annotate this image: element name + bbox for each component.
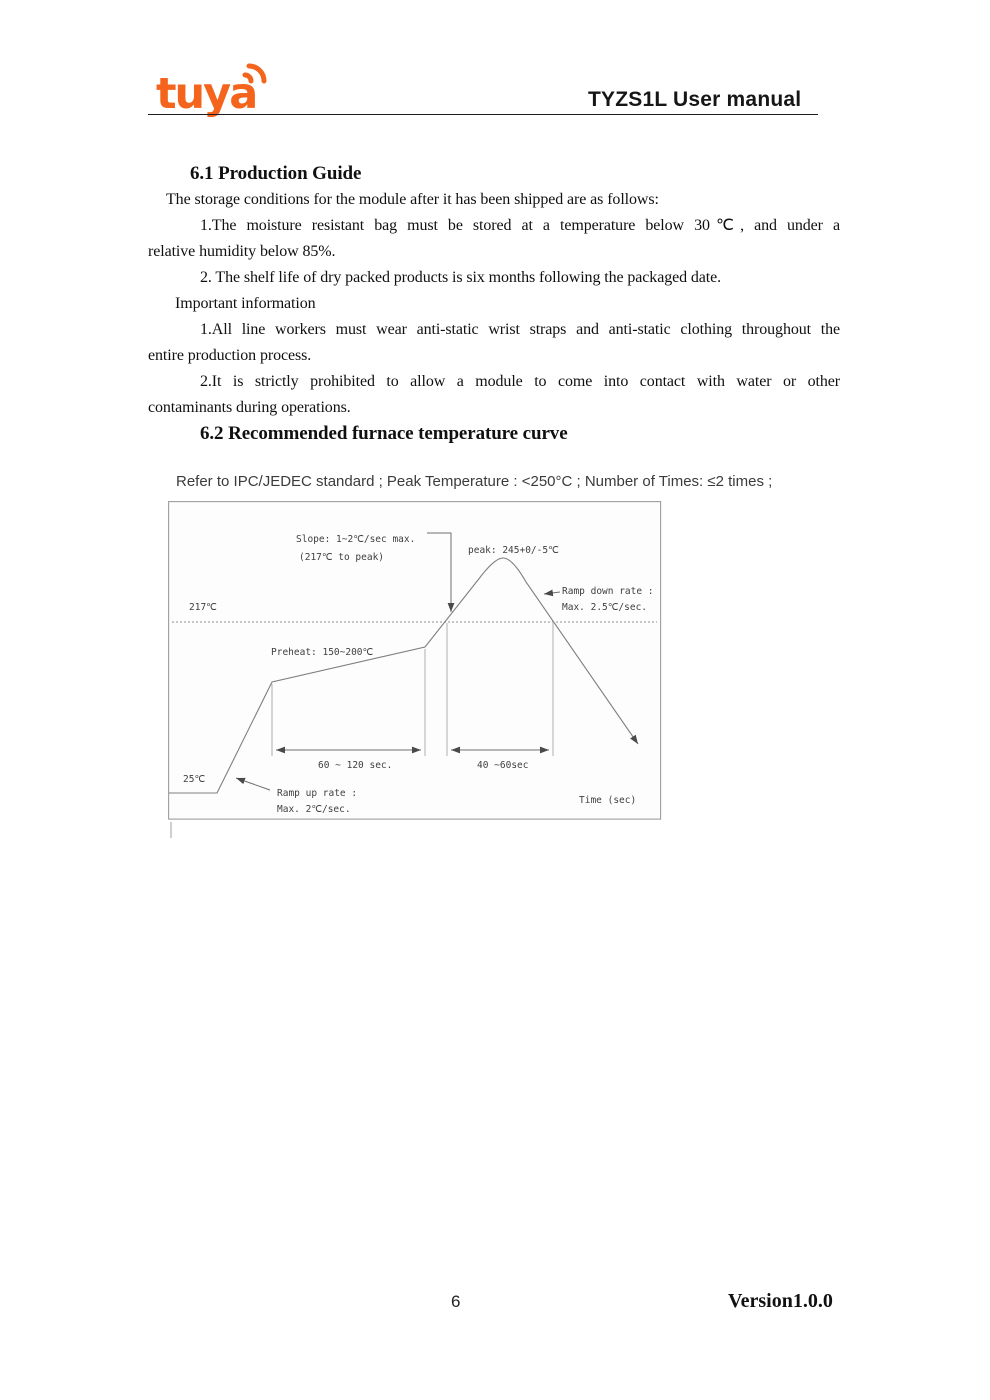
page-title: TYZS1L User manual [588,88,802,111]
doc-line: relative humidity below 85%. [148,243,336,260]
chart-border [169,502,661,819]
peak-duration-label: 40 ~60sec [477,760,529,771]
document-body [148,161,840,447]
section-heading-6-2: 6.2 Recommended furnace temperature curve [200,423,568,444]
doc-line: 2. The shelf life of dry packed products is six months following the packaged date. [200,269,722,286]
figure-note: Refer to IPC/JEDEC standard ; Peak Temperature : <250°C ; Number of Times: ≤2 times ; [176,473,773,490]
ramp-down-label: Ramp down rate : [562,586,654,597]
ramp-up-label-2: Max. 2℃/sec. [277,804,351,815]
preheat-duration-label: 60 ~ 120 sec. [318,760,393,771]
y-axis-25-label: 25℃ [183,774,206,785]
doc-line: entire production process. [148,347,312,364]
ramp-up-label: Ramp up rate : [277,788,358,799]
tuya-logo-text: tuya [156,69,257,119]
scan-artifact-mark [170,822,172,838]
doc-line: 1.The moisture resistant bag must be stored at a temperature below 30℃, and under a [200,217,840,234]
page-number: 6 [451,1292,461,1311]
doc-line: contaminants during operations. [148,399,351,416]
version-label: Version1.0.0 [728,1290,833,1312]
y-axis-217-label: 217℃ [189,602,217,613]
peak-label: peak: 245+0/-5℃ [468,545,559,556]
x-axis-label: Time (sec) [579,795,637,806]
doc-line: 2.It is strictly prohibited to allow a module to come into contact with water or other [200,373,840,390]
section-heading-6-1: 6.1 Production Guide [190,163,362,184]
header-rule [148,114,818,115]
furnace-temperature-curve-chart [168,501,662,821]
slope-label: Slope: 1~2℃/sec max. [296,534,416,545]
doc-line: Important information [175,295,316,312]
doc-line: The storage conditions for the module after it has been shipped are as follows: [166,191,659,208]
ramp-down-label-2: Max. 2.5℃/sec. [562,602,648,613]
slope-label-2: (217℃ to peak) [299,552,385,563]
tuya-logo [156,60,280,120]
doc-line: 1.All line workers must wear anti-static wrist straps and anti-static clothing throughout the [200,321,840,338]
preheat-label: Preheat: 150~200℃ [271,647,374,658]
